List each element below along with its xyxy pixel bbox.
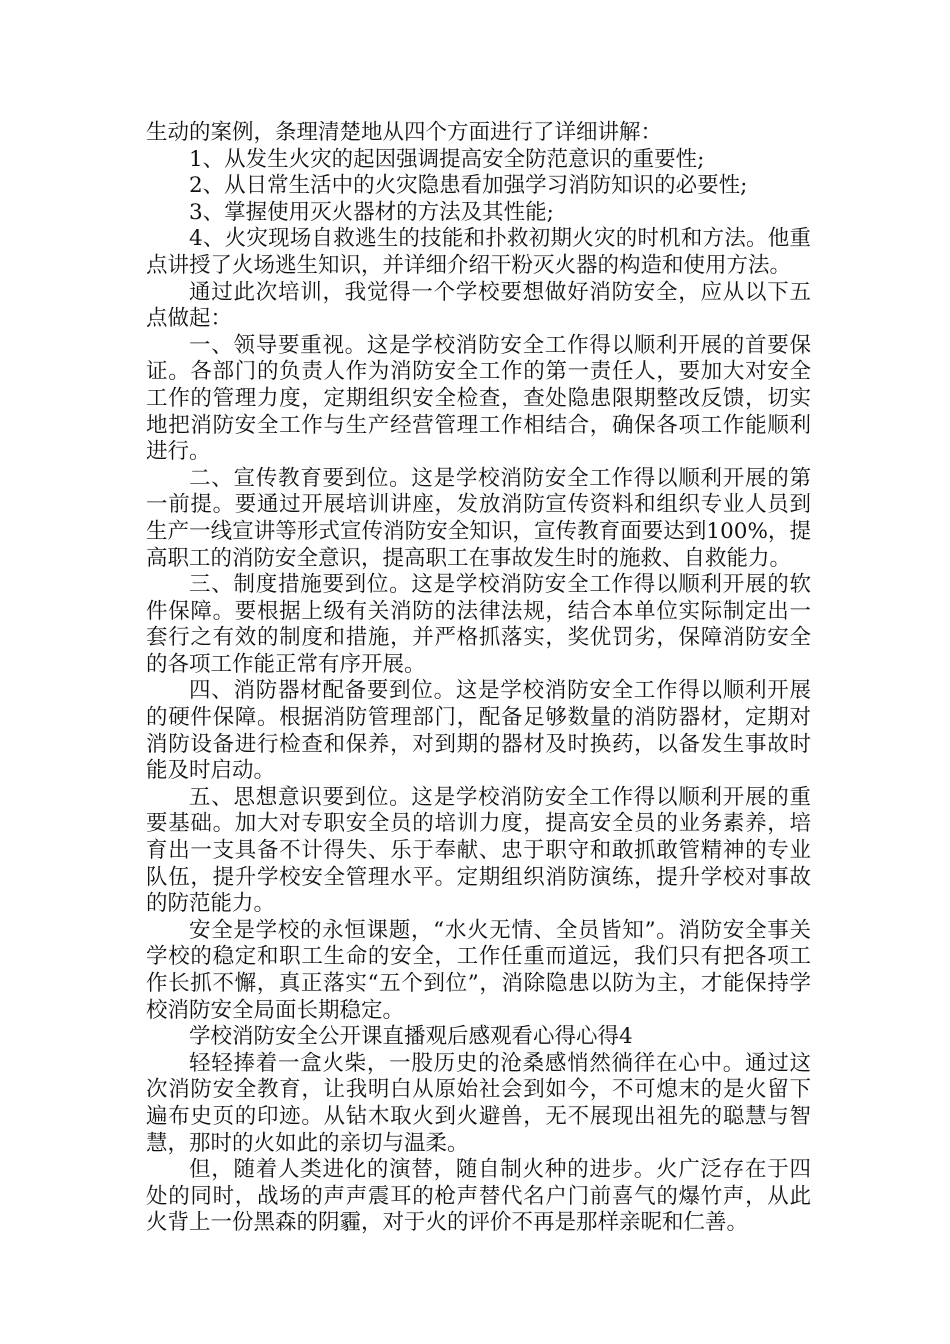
document-body — [146, 120, 811, 1237]
point-system: 三、制度措施要到位。这是学校消防安全工作得以顺利开展的软件保障。要根据上级有关消防的法律法规，结合本单位实际制定出一套行之有效的制度和措施，并严格抓落实，奖优罚劣，保障消防安全的各项工作能正常有序开展。 — [146, 572, 811, 677]
point-equipment: 四、消防器材配备要到位。这是学校消防安全工作得以顺利开展的硬件保障。根据消防管理部门，配备足够数量的消防器材，定期对消防设备进行检查和保养，对到期的器材及时换药，以备发生事故时能及时启动。 — [146, 678, 811, 784]
point-education: 二、宣传教育要到位。这是学校消防安全工作得以顺利开展的第一前提。要通过开展培训讲座，发放消防宣传资料和组织专业人员到生产一线宣讲等形式宣传消防安全知识，宣传教育面要达到100%，提高职工的消防安全意识，提高职工在事故发生时的施救、自救能力。 — [146, 465, 811, 571]
paragraph-continuation: 生动的案例，条理清楚地从四个方面进行了详细讲解： — [146, 120, 663, 145]
section-heading: 学校消防安全公开课直播观后感观看心得心得4 — [189, 1024, 633, 1050]
point-awareness: 五、思想意识要到位。这是学校消防安全工作得以顺利开展的重要基础。加大对专职安全员的培训力度，提高安全员的业务素养，培育出一支具备不计得失、乐于奉献、忠于职守和敢抓敢管精神的专业队伍，提升学校安全管理水平。定期组织消防演练，提升学校对事故的防范能力。 — [146, 784, 811, 917]
list-item-3: 3、掌握使用灭火器材的方法及其性能; — [189, 199, 554, 225]
list-item-4: 4、火灾现场自救逃生的技能和扑救初期火灾的时机和方法。他重点讲授了火场逃生知识，并详细介绍干粉灭火器的构造和使用方法。 — [146, 226, 811, 278]
list-item-1: 1、从发生火灾的起因强调提高安全防范意识的重要性; — [189, 146, 705, 172]
paragraph-training-summary: 通过此次培训，我觉得一个学校要想做好消防安全，应从以下五点做起： — [146, 279, 811, 332]
paragraph-matches: 轻轻捧着一盒火柴，一股历史的沧桑感悄然徜徉在心中。通过这次消防安全教育，让我明白从原始社会到如今，不可熄末的是火留下遍布史页的印迹。从钻木取火到火避兽，无不展现出祖先的聪慧与智慧，那时的火如此的亲切与温柔。 — [146, 1050, 811, 1156]
point-leadership: 一、领导要重视。这是学校消防安全工作得以顺利开展的首要保证。各部门的负责人作为消防安全工作的第一责任人，要加大对安全工作的管理力度，定期组织安全检查，查处隐患限期整改反馈，切实地把消防安全工作与生产经营管理工作相结合，确保各项工作能顺利进行。 — [146, 332, 811, 465]
list-item-2: 2、从日常生活中的火灾隐患看加强学习消防知识的必要性; — [189, 173, 748, 199]
paragraph-evolution: 但，随着人类进化的演替，随自制火种的进步。火广泛存在于四处的同时，战场的声声震耳的枪声替代名户门前喜气的爆竹声，从此火背上一份黑森的阴霾，对于火的评价不再是那样亲昵和仁善。 — [146, 1157, 811, 1236]
paragraph-conclusion: 安全是学校的永恒课题，“水火无情、全员皆知”。消防安全事关学校的稳定和职工生命的安全，工作任重而道远，我们只有把各项工作长抓不懈，真正落实“五个到位”，消除隐患以防为主，才能保持学校消防安全局面长期稳定。 — [146, 917, 811, 1023]
